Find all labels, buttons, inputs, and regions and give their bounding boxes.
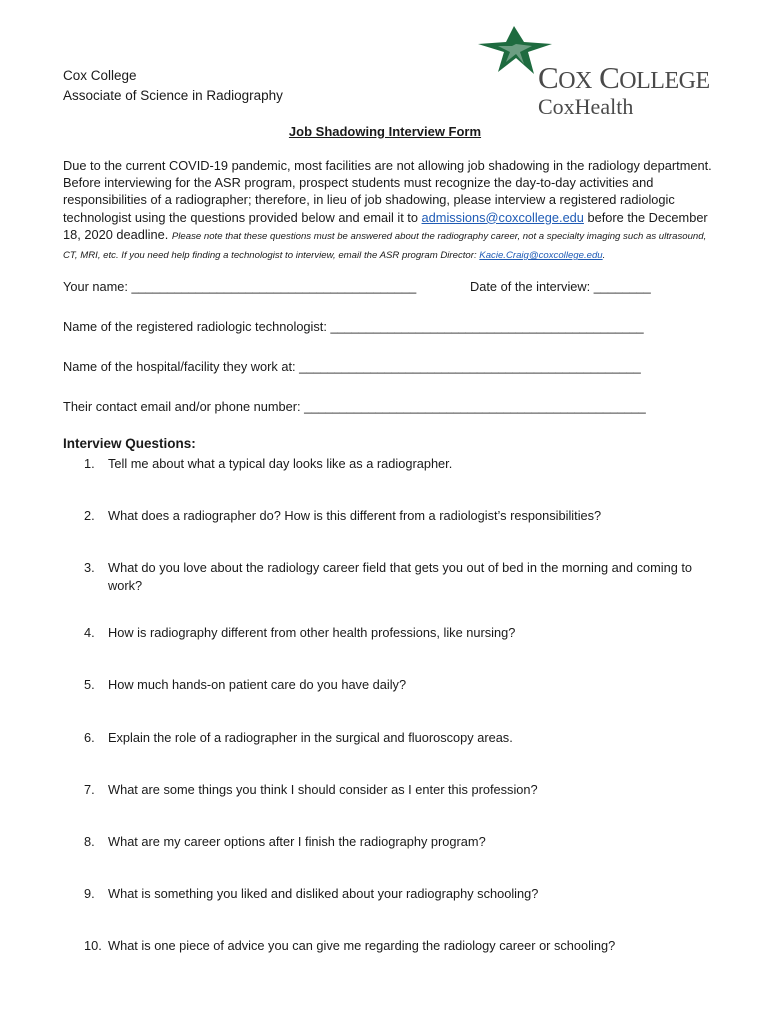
technologist-name-field[interactable]: Name of the registered radiologic technologist: ____________________________________________ <box>63 319 644 334</box>
question-item: 7. What are some things you think I should consider as I enter this profession? <box>84 782 538 797</box>
question-item: 5. How much hands-on patient care do you have daily? <box>84 677 407 692</box>
cox-college-logo <box>476 22 736 122</box>
program-name: Associate of Science in Radiography <box>63 88 283 103</box>
question-item: 10. What is one piece of advice you can give me regarding the radiology career or schooling? <box>84 938 616 953</box>
admissions-email-link[interactable]: admissions@coxcollege.edu <box>421 209 584 225</box>
form-title: Job Shadowing Interview Form <box>288 124 482 139</box>
logo-wordmark: COX COLLEGE <box>538 60 710 95</box>
intro-paragraph: Due to the current COVID-19 pandemic, most facilities are not allowing job shadowing in the radiology department. Before interviewing for the ASR program, prospect students must recognize the day-to-day activities and responsibilities of a radiographer; therefore, in lieu of job shadowing, please interview a registered radiologic technologist using the questions provided below and email it to admissions@coxcollege.edu before the December 18, 2020 deadline. Please note that these questions must be answered about the radiography career, not a specialty imaging such as ultrasound, CT, MRI, etc. If you need help finding a technologist to interview, email the ASR program Director: Kacie.Craig@coxcollege.edu. <box>63 158 712 262</box>
question-item: 1. Tell me about what a typical day looks like as a radiographer. <box>84 456 453 471</box>
questions-heading: Interview Questions: <box>63 436 196 451</box>
contact-field[interactable]: Their contact email and/or phone number: ________________________________________________ <box>63 399 646 414</box>
facility-field[interactable]: Name of the hospital/facility they work at: ________________________________________________ <box>63 359 641 374</box>
director-email-link[interactable]: Kacie.Craig@coxcollege.edu <box>479 250 603 262</box>
intro-note: Please note that these questions must be answered about the radiography career, not a specialty imaging such as ultrasound, CT, MRI, etc. If you need help finding a technologist to interview, email the ASR program Director: Kacie.Craig@coxcollege.edu. <box>63 230 707 262</box>
question-item: 4. How is radiography different from other health professions, like nursing? <box>84 625 516 640</box>
question-item: 6. Explain the role of a radiographer in the surgical and fluoroscopy areas. <box>84 730 513 745</box>
question-item: 8. What are my career options after I finish the radiography program? <box>84 834 486 849</box>
question-item: 3. What do you love about the radiology career field that gets you out of bed in the morning and coming to work? <box>84 560 693 593</box>
question-item: 2. What does a radiographer do? How is this different from a radiologist’s responsibilities? <box>84 508 602 523</box>
interview-date-field[interactable]: Date of the interview: ________ <box>470 279 651 294</box>
your-name-field[interactable]: Your name: ________________________________________ <box>63 279 417 294</box>
header-block <box>63 66 283 106</box>
question-item: 9. What is something you liked and disliked about your radiography schooling? <box>84 886 539 901</box>
logo-subtitle: CoxHealth <box>538 94 634 119</box>
college-name: Cox College <box>63 68 137 83</box>
